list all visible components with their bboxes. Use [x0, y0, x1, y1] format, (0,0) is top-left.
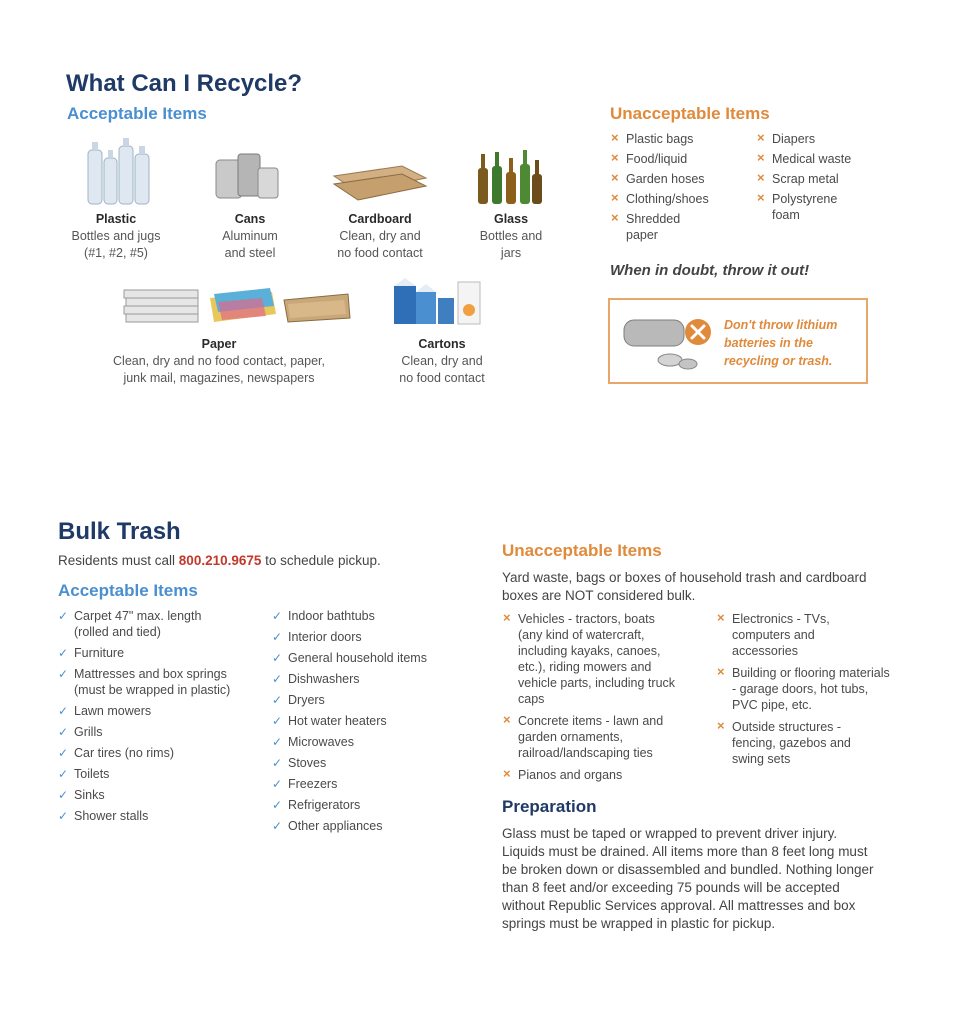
phone-number[interactable]: 800.210.9675 [178, 553, 262, 568]
bulk-acceptable-heading: Acceptable Items [58, 581, 198, 600]
list-item: ✓ Mattresses and box springs (must be wrapped in plastic) [58, 666, 244, 698]
glass-bottles-image [474, 148, 544, 206]
recycle-item-paper [96, 336, 342, 387]
battery-warning-text: Don't throw lithium batteries in the recycling or trash. [724, 318, 838, 368]
recycle-item-cartons [382, 336, 502, 387]
bulk-acceptable-list-2 [272, 608, 462, 834]
list-item: × Medical waste [756, 151, 876, 167]
list-item: ✓ Other appliances [272, 818, 462, 834]
item-name: Plastic [95, 212, 137, 226]
item-desc: Clean, dry and no food contact, paper, [113, 354, 325, 368]
item-desc: Bottles and jugs [71, 229, 161, 243]
item-desc: Aluminum [222, 229, 278, 243]
list-item: ✓ Shower stalls [58, 808, 244, 824]
list-item: × Clothing/shoes [610, 191, 748, 207]
list-item: × Electronics - TVs, computers and accessories [716, 611, 852, 659]
item-desc: jars [500, 246, 522, 260]
bulk-acceptable-list-1 [58, 608, 244, 824]
recycle-title: What Can I Recycle? [66, 70, 303, 97]
list-item: ✓ Dishwashers [272, 671, 462, 687]
list-item: ✓ Microwaves [272, 734, 462, 750]
bulk-unacceptable-intro: Yard waste, bags or boxes of household trash and cardboard boxes are NOT considered bulk. [502, 570, 867, 603]
item-name: Glass [493, 212, 529, 226]
recycle-unacceptable-list-1 [610, 131, 748, 243]
item-name: Cartons [418, 337, 466, 351]
item-desc: junk mail, magazines, newspapers [123, 371, 315, 385]
bulk-unacceptable-list-1 [502, 611, 692, 783]
list-item: ✓ General household items [272, 650, 462, 666]
list-item: ✓ Dryers [272, 692, 462, 708]
recycle-item-plastic [54, 211, 178, 262]
list-item: ✓ Lawn mowers [58, 703, 244, 719]
list-item: ✓ Refrigerators [272, 797, 462, 813]
list-item: × Vehicles - tractors, boats (any kind of watercraft, including kayaks, canoes, etc.), riding mowers and vehicle parts, including truck caps [502, 611, 678, 707]
list-item: × Scrap metal [756, 171, 876, 187]
list-item: × Concrete items - lawn and garden ornaments, railroad/landscaping ties [502, 713, 678, 761]
list-item: ✓ Hot water heaters [272, 713, 462, 729]
item-desc: no food contact [399, 371, 485, 385]
list-item: ✓ Grills [58, 724, 244, 740]
list-item: × Pianos and organs [502, 767, 692, 783]
recycle-unacceptable-list-2 [756, 131, 876, 223]
list-item: ✓ Stoves [272, 755, 462, 771]
item-name: Cans [234, 212, 266, 226]
preparation-text: Glass must be taped or wrapped to prevent driver injury. Liquids must be drained. All items more than 8 feet long must be broken down or disassembled and bundled. Nothing longer than 8 feet and/or exceeding 75 pounds will be accepted without Republic Services approval. All mattresses and box springs must be wrapped in plastic for pickup. [502, 826, 874, 931]
cans-image [212, 150, 282, 204]
item-desc: (#1, #2, #5) [84, 246, 148, 260]
item-desc: Bottles and [479, 229, 543, 243]
preparation-heading: Preparation [502, 797, 597, 816]
battery-warning-box [608, 298, 868, 384]
bulk-unacceptable-list-2 [716, 611, 892, 767]
recycle-unacceptable-heading: Unacceptable Items [610, 104, 770, 123]
list-item: × Diapers [756, 131, 876, 147]
item-desc: no food contact [337, 246, 423, 260]
list-item: × Outside structures - fencing, gazebos and swing sets [716, 719, 872, 767]
recycle-item-cardboard [318, 211, 442, 262]
bulk-title: Bulk Trash [58, 518, 181, 545]
intro-text: Residents must call [58, 553, 179, 568]
list-item: × Plastic bags [610, 131, 748, 147]
bulk-unacceptable-heading: Unacceptable Items [502, 541, 662, 560]
doubt-message: When in doubt, throw it out! [610, 262, 810, 279]
list-item: ✓ Freezers [272, 776, 462, 792]
list-item: × Garden hoses [610, 171, 748, 187]
list-item: ✓ Sinks [58, 787, 244, 803]
battery-icon [618, 310, 718, 372]
cardboard-image [332, 162, 428, 202]
list-item: ✓ Toilets [58, 766, 244, 782]
list-item: × Building or flooring materials - garage doors, hot tubs, PVC pipe, etc. [716, 665, 892, 713]
list-item: × Food/liquid [610, 151, 748, 167]
list-item: ✓ Furniture [58, 645, 244, 661]
list-item: ✓ Car tires (no rims) [58, 745, 244, 761]
bulk-intro [58, 552, 381, 570]
item-name: Paper [201, 337, 237, 351]
list-item: ✓ Interior doors [272, 629, 462, 645]
item-name: Cardboard [348, 212, 412, 226]
item-desc: Clean, dry and [339, 229, 421, 243]
cartons-image [390, 276, 486, 328]
list-item: × Polystyrene foam [756, 191, 864, 223]
recycle-item-cans [190, 211, 310, 262]
item-desc: Clean, dry and [401, 354, 483, 368]
item-desc: and steel [224, 246, 276, 260]
list-item: × Shredded paper [610, 211, 696, 243]
recycle-item-glass [456, 211, 566, 262]
recycle-acceptable-heading: Acceptable Items [67, 104, 207, 123]
list-item: ✓ Carpet 47" max. length (rolled and tied) [58, 608, 214, 640]
plastic-bottles-image [84, 136, 154, 208]
intro-text: to schedule pickup. [261, 553, 381, 568]
paper-image [122, 284, 352, 330]
list-item: ✓ Indoor bathtubs [272, 608, 462, 624]
